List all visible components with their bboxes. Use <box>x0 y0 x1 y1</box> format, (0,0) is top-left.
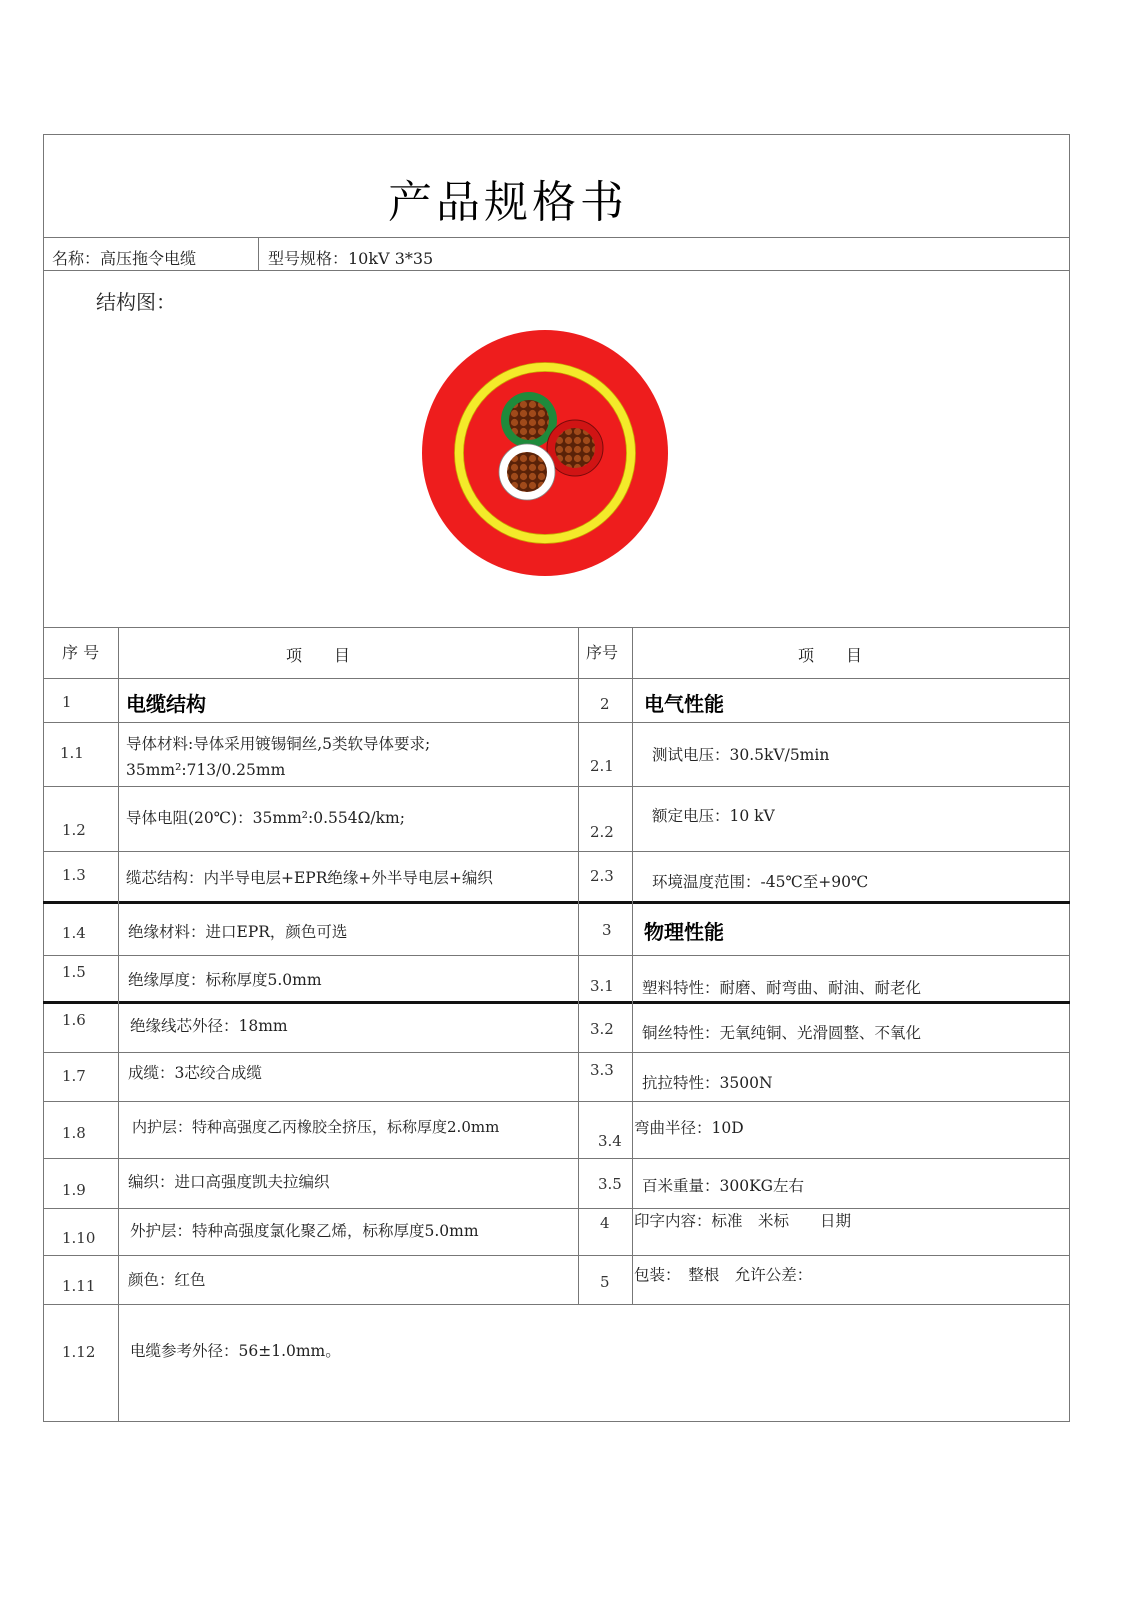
divider <box>43 678 1070 679</box>
divider <box>43 1304 1070 1305</box>
divider <box>43 1255 1070 1256</box>
product-name: 名称：高压拖令电缆 <box>52 249 197 268</box>
product-model: 型号规格：10kV 3*35 <box>268 249 434 268</box>
spec-text: 弯曲半径：10D <box>634 1119 744 1137</box>
row-number: 1.7 <box>62 1067 86 1085</box>
spec-text: 环境温度范围：-45℃至+90℃ <box>652 873 869 891</box>
row-number: 3 <box>602 921 612 939</box>
spec-text: 塑料特性：耐磨、耐弯曲、耐油、耐老化 <box>642 979 922 997</box>
header-divider <box>258 237 259 270</box>
row-number: 1.12 <box>62 1343 96 1361</box>
spec-text: 绝缘厚度：标称厚度5.0mm <box>128 971 322 989</box>
spec-text: 铜丝特性：无氧纯铜、光滑圆整、不氧化 <box>642 1024 922 1042</box>
row-number: 1.2 <box>62 821 86 839</box>
row-number: 3.1 <box>590 977 614 995</box>
row-number: 1.1 <box>60 744 84 762</box>
row-number: 1.3 <box>62 866 86 884</box>
col-header-item-right: 项 目 <box>798 646 863 665</box>
spec-text: 测试电压：30.5kV/5min <box>652 746 830 764</box>
divider <box>43 851 1070 852</box>
divider <box>43 237 1070 238</box>
row-number: 1.6 <box>62 1011 86 1029</box>
row-number: 3.2 <box>590 1020 614 1038</box>
divider <box>43 1208 1070 1209</box>
divider <box>43 1101 1070 1102</box>
conductor <box>555 428 595 468</box>
divider <box>43 722 1070 723</box>
row-number: 3.5 <box>598 1175 622 1193</box>
row-number: 1 <box>62 693 72 711</box>
row-number: 2 <box>600 695 610 713</box>
col-divider <box>578 627 579 1304</box>
spec-text: 抗拉特性：3500N <box>642 1074 773 1092</box>
spec-text: 绝缘线芯外径：18mm <box>130 1017 288 1035</box>
row-number: 1.9 <box>62 1181 86 1199</box>
divider <box>43 270 1070 271</box>
col-header-seq-left: 序 号 <box>62 643 100 662</box>
col-header-item-left: 项 目 <box>286 646 351 665</box>
divider <box>43 955 1070 956</box>
row-number: 1.8 <box>62 1124 86 1142</box>
divider <box>43 627 1070 628</box>
conductor <box>507 452 547 492</box>
divider <box>43 786 1070 787</box>
divider-thick <box>43 1001 1070 1004</box>
row-number: 3.4 <box>598 1132 622 1150</box>
spec-text: 缆芯结构：内半导电层+EPR绝缘+外半导电层+编织 <box>126 869 493 887</box>
spec-text: 成缆：3芯绞合成缆 <box>128 1064 262 1082</box>
section-title: 电气性能 <box>644 692 724 716</box>
section-title: 物理性能 <box>644 920 724 944</box>
divider <box>43 1052 1070 1053</box>
row-number: 1.5 <box>62 963 86 981</box>
spec-text: 编织：进口高强度凯夫拉编织 <box>128 1173 330 1191</box>
spec-text: 内护层：特种高强度乙丙橡胶全挤压，标称厚度2.0mm <box>132 1118 500 1136</box>
row-number: 1.10 <box>62 1229 96 1247</box>
row-number: 2.3 <box>590 867 614 885</box>
spec-text: 导体材料:导体采用镀锡铜丝,5类软导体要求; <box>126 735 431 753</box>
section-title: 电缆结构 <box>126 692 206 716</box>
row-number: 2.2 <box>590 823 614 841</box>
cable-cross-section <box>420 328 670 578</box>
conductor <box>509 400 549 440</box>
spec-text: 颜色：红色 <box>128 1271 206 1289</box>
divider-thick <box>43 901 1070 904</box>
spec-text: 包装： 整根 允许公差： <box>634 1266 813 1284</box>
row-number: 1.4 <box>62 924 86 942</box>
col-header-seq-right: 序号 <box>586 643 619 662</box>
row-number: 2.1 <box>590 757 614 775</box>
row-number: 5 <box>600 1273 610 1291</box>
spec-text: 额定电压：10 kV <box>652 807 775 825</box>
row-number: 4 <box>600 1214 610 1232</box>
spec-text: 35mm²:713/0.25mm <box>126 761 286 779</box>
spec-text: 外护层：特种高强度氯化聚乙烯，标称厚度5.0mm <box>130 1222 479 1240</box>
spec-text: 绝缘材料：进口EPR，颜色可选 <box>128 923 348 941</box>
spec-text: 百米重量：300KG左右 <box>642 1177 805 1195</box>
row-number: 1.11 <box>62 1277 96 1295</box>
spec-text: 印字内容：标准 米标 日期 <box>634 1212 852 1230</box>
diagram-label: 结构图： <box>96 290 176 314</box>
col-divider <box>118 627 119 1422</box>
row-number: 3.3 <box>590 1061 614 1079</box>
spec-text: 导体电阻(20℃)：35mm²:0.554Ω/km; <box>126 809 405 827</box>
spec-text: 电缆参考外径：56±1.0mm。 <box>130 1342 341 1360</box>
divider <box>43 1158 1070 1159</box>
page-title: 产品规格书 <box>388 177 628 228</box>
col-divider <box>632 627 633 1304</box>
